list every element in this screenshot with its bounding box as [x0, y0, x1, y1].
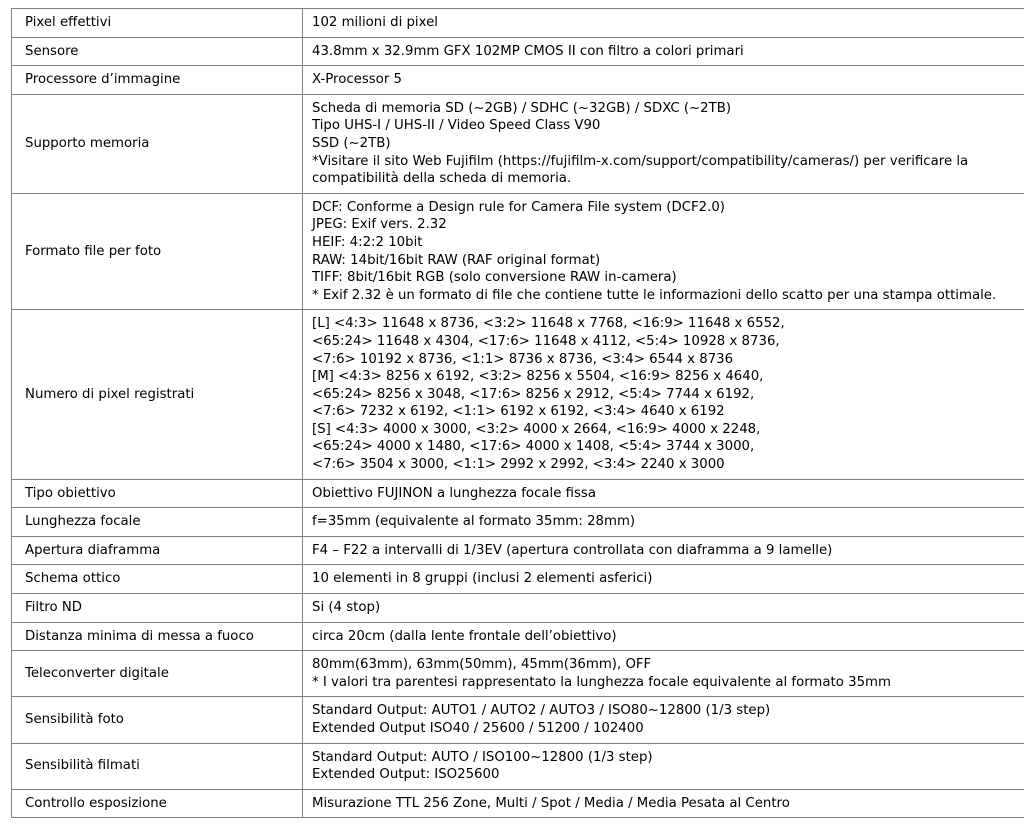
table-row — [12, 508, 1024, 537]
spec-value-cell — [303, 310, 1024, 479]
spec-label-cell — [12, 536, 303, 565]
table-row — [12, 66, 1024, 95]
spec-value-line: Standard Output: AUTO1 / AUTO2 / AUTO3 / ISO80~12800 (1/3 step) — [312, 703, 771, 719]
table-row — [12, 37, 1024, 66]
table-row — [12, 697, 1024, 743]
spec-label: Supporto memoria — [25, 135, 150, 151]
spec-value-line: Misurazione TTL 256 Zone, Multi / Spot / Media / Media Pesata al Centro — [312, 795, 790, 811]
table-row — [12, 789, 1024, 818]
table-row — [12, 651, 1024, 697]
spec-value-line: <65:24> 8256 x 3048, <17:6> 8256 x 2912, <5:4> 7744 x 6192, — [312, 386, 755, 402]
spec-label-cell — [12, 565, 303, 594]
spec-value-line: <65:24> 4000 x 1480, <17:6> 4000 x 1408, <5:4> 3744 x 3000, — [312, 439, 755, 455]
spec-value-line: RAW: 14bit/16bit RAW (RAF original format) — [312, 252, 601, 268]
spec-label-cell — [12, 37, 303, 66]
spec-label: Teleconverter digitale — [25, 666, 169, 682]
spec-value-cell — [303, 789, 1024, 818]
spec-label: Schema ottico — [25, 571, 121, 587]
spec-value-cell — [303, 508, 1024, 537]
spec-value-cell — [303, 651, 1024, 697]
spec-value-line: F4 – F22 a intervalli di 1/3EV (apertura controllata con diaframma a 9 lamelle) — [312, 542, 833, 558]
spec-value-line: <7:6> 3504 x 3000, <1:1> 2992 x 2992, <3:4> 2240 x 3000 — [312, 457, 725, 473]
spec-label: Sensibilità foto — [25, 712, 124, 728]
spec-value-cell — [303, 536, 1024, 565]
spec-label-cell — [12, 479, 303, 508]
spec-value-line: 80mm(63mm), 63mm(50mm), 45mm(36mm), OFF — [312, 657, 652, 673]
spec-value-line: Obiettivo FUJINON a lunghezza focale fissa — [312, 485, 597, 501]
table-row — [12, 9, 1024, 38]
spec-label-cell — [12, 508, 303, 537]
spec-value-line: JPEG: Exif vers. 2.32 — [312, 217, 447, 233]
spec-label-cell — [12, 789, 303, 818]
spec-value-line: 43.8mm x 32.9mm GFX 102MP CMOS II con filtro a colori primari — [312, 43, 744, 59]
spec-value-line: <7:6> 7232 x 6192, <1:1> 6192 x 6192, <3:4> 4640 x 6192 — [312, 404, 725, 420]
spec-label-cell — [12, 9, 303, 38]
spec-value-line: Tipo UHS-I / UHS-II / Video Speed Class V90 — [312, 118, 601, 134]
spec-value-cell — [303, 193, 1024, 310]
spec-label: Filtro ND — [25, 600, 83, 616]
spec-value-cell — [303, 622, 1024, 651]
spec-value-line: X-Processor 5 — [312, 72, 402, 88]
spec-label-cell — [12, 743, 303, 789]
specification-table-body — [12, 9, 1024, 818]
spec-value-line: HEIF: 4:2:2 10bit — [312, 234, 423, 250]
spec-label: Lunghezza focale — [25, 514, 141, 530]
spec-label: Formato file per foto — [25, 243, 162, 259]
spec-value-line: Si (4 stop) — [312, 600, 381, 616]
spec-value-cell — [303, 594, 1024, 623]
specification-table — [11, 8, 1024, 818]
spec-value-line: f=35mm (equivalente al formato 35mm: 28mm) — [312, 514, 636, 530]
spec-label: Apertura diaframma — [25, 542, 161, 558]
spec-value-line: Extended Output: ISO25600 — [312, 767, 500, 783]
spec-label-cell — [12, 594, 303, 623]
table-row — [12, 479, 1024, 508]
spec-value-cell — [303, 94, 1024, 193]
spec-label: Distanza minima di messa a fuoco — [25, 628, 254, 644]
table-row — [12, 622, 1024, 651]
table-row — [12, 193, 1024, 310]
table-row — [12, 565, 1024, 594]
spec-value-line: [L] <4:3> 11648 x 8736, <3:2> 11648 x 7768, <16:9> 11648 x 6552, — [312, 316, 785, 332]
spec-label-cell — [12, 697, 303, 743]
spec-label: Sensore — [25, 43, 79, 59]
spec-label: Controllo esposizione — [25, 795, 167, 811]
spec-value-cell — [303, 479, 1024, 508]
spec-label-cell — [12, 310, 303, 479]
spec-label-cell — [12, 622, 303, 651]
table-row — [12, 536, 1024, 565]
spec-value-line: [M] <4:3> 8256 x 6192, <3:2> 8256 x 5504, <16:9> 8256 x 4640, — [312, 369, 764, 385]
table-row — [12, 94, 1024, 193]
spec-label-cell — [12, 651, 303, 697]
spec-label: Numero di pixel registrati — [25, 386, 195, 402]
spec-value-line: <7:6> 10192 x 8736, <1:1> 8736 x 8736, <3:4> 6544 x 8736 — [312, 351, 734, 367]
spec-value-line: Extended Output ISO40 / 25600 / 51200 / 102400 — [312, 721, 644, 736]
spec-value-line: [S] <4:3> 4000 x 3000, <3:2> 4000 x 2664, <16:9> 4000 x 2248, — [312, 421, 761, 437]
table-row — [12, 743, 1024, 789]
spec-value-line: TIFF: 8bit/16bit RGB (solo conversione RAW in-camera) — [312, 270, 677, 286]
spec-value-line: * I valori tra parentesi rappresentato la lunghezza focale equivalente al formato 35mm — [312, 674, 891, 690]
table-row — [12, 594, 1024, 623]
spec-label-cell — [12, 94, 303, 193]
spec-value-cell — [303, 743, 1024, 789]
spec-label-cell — [12, 66, 303, 95]
spec-value-cell — [303, 37, 1024, 66]
spec-value-line: Standard Output: AUTO / ISO100~12800 (1/3 step) — [312, 749, 653, 765]
spec-label: Processore d’immagine — [25, 72, 181, 88]
table-row — [12, 310, 1024, 479]
spec-value-cell — [303, 66, 1024, 95]
spec-value-line: *Visitare il sito Web Fujifilm (https://fujifilm-x.com/support/compatibility/cameras/) per verificare la compatibilità della scheda di memoria. — [312, 153, 973, 187]
spec-value-line: * Exif 2.32 è un formato di file che contiene tutte le informazioni dello scatto per una stampa ottimale. — [312, 287, 997, 303]
spec-label-cell — [12, 193, 303, 310]
spec-value-line: SSD (~2TB) — [312, 135, 391, 151]
spec-value-line: 10 elementi in 8 gruppi (inclusi 2 elementi asferici) — [312, 571, 653, 587]
spec-value-line: <65:24> 11648 x 4304, <17:6> 11648 x 4112, <5:4> 10928 x 8736, — [312, 333, 780, 349]
spec-value-line: DCF: Conforme a Design rule for Camera File system (DCF2.0) — [312, 199, 725, 215]
spec-label: Tipo obiettivo — [25, 485, 116, 501]
spec-label: Sensibilità filmati — [25, 758, 140, 774]
spec-value-cell — [303, 9, 1024, 38]
spec-value-line: 102 milioni di pixel — [312, 15, 438, 30]
spec-value-line: Scheda di memoria SD (~2GB) / SDHC (~32GB) / SDXC (~2TB) — [312, 100, 732, 116]
spec-value-cell — [303, 565, 1024, 594]
spec-value-cell — [303, 697, 1024, 743]
spec-value-line: circa 20cm (dalla lente frontale dell’obiettivo) — [312, 628, 617, 644]
spec-label: Pixel effettivi — [25, 15, 112, 30]
